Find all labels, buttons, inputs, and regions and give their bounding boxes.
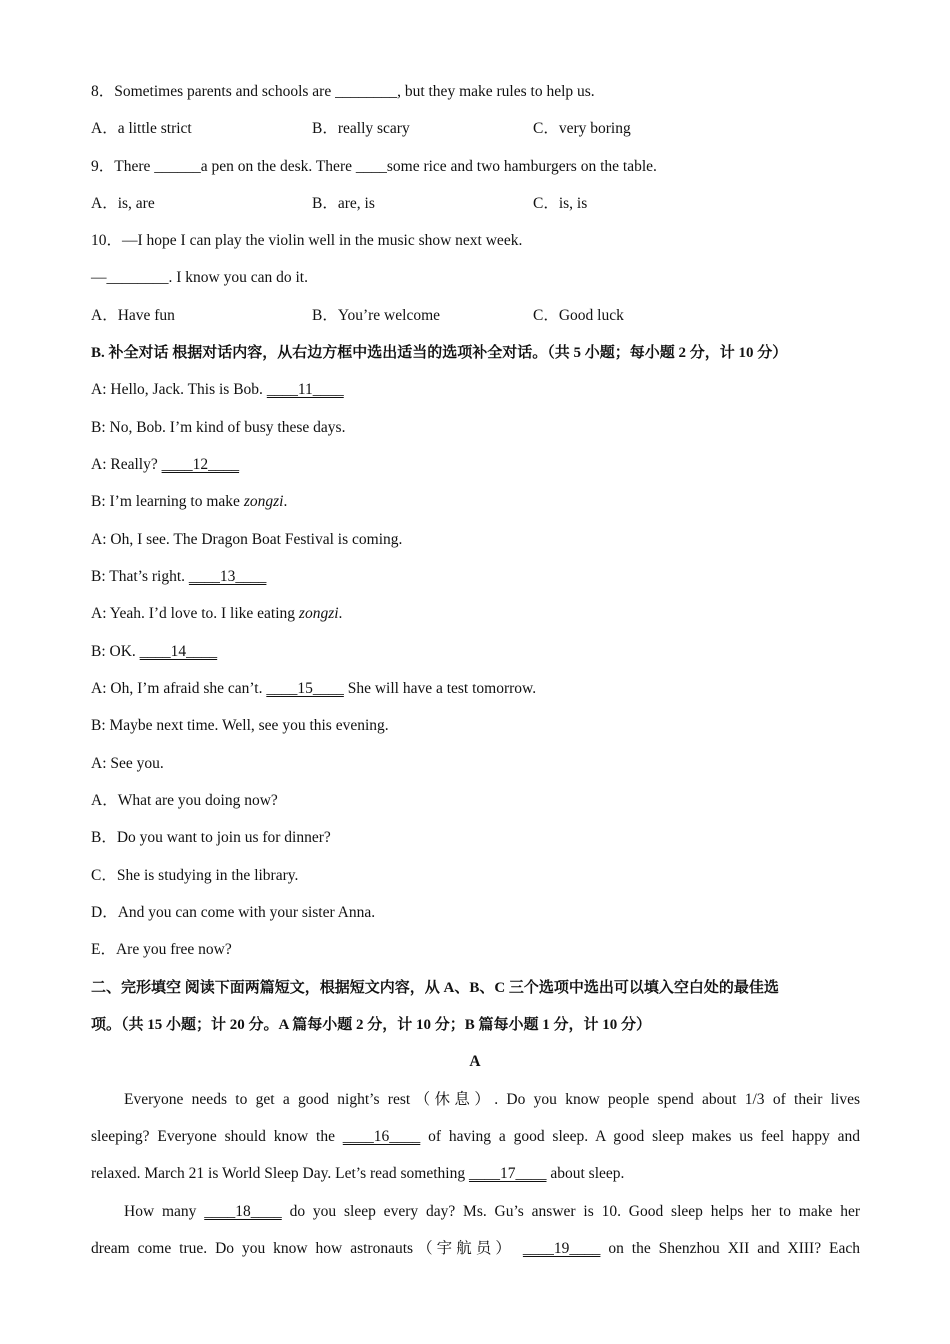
passage-p1-line-3-b: about sleep. [546,1165,625,1182]
passage-p1-line-2-b: of having a good sleep. A good sleep makes us feel happy and [420,1128,860,1145]
dialogue-line-8-text: B: OK. [91,643,140,660]
passage-p2-line-1 [124,1202,860,1222]
question-10-reply: —________. I know you can do it. [91,269,308,286]
dialogue-line-1-text: A: Hello, Jack. This is Bob. [91,381,267,398]
blank-19: ____19____ [522,1240,601,1257]
question-8-option-c: C．very boring [533,120,631,137]
choice-b: B．Do you want to join us for dinner? [91,829,331,846]
passage-p2-line-2 [91,1239,860,1259]
blank-11: ____11____ [266,381,344,398]
dialogue-line-7-italic: zongzi [298,605,339,622]
question-10-stem: 10．—I hope I can play the violin well in the music show next week. [91,232,523,249]
dialogue-line-4 [91,492,287,512]
section-2-heading-line-1: 二、完形填空 阅读下面两篇短文，根据短文内容，从 A、B、C 三个选项中选出可以填入空白处的最佳选 [91,980,779,996]
passage-p1-line-2-a: sleeping? Everyone should know the [91,1128,343,1145]
passage-title: A [469,1053,481,1070]
dialogue-line-6 [91,567,266,587]
passage-p2-line-1-a: How many [124,1203,205,1220]
passage-p1-line-1: Everyone needs to get a good night’s rest（休息）. Do you know people spend about 1/3 of their lives [124,1091,860,1108]
choice-c: C．She is studying in the library. [91,867,299,884]
choice-d: D．And you can come with your sister Anna. [91,904,376,921]
blank-16: ____16____ [342,1128,421,1145]
dialogue-line-6-text: B: That’s right. [91,568,189,585]
section-2-heading-line-2: 项。（共 15 小题；计 20 分。A 篇每小题 2 分，计 10 分；B 篇每小题 1 分，计 10 分） [91,1017,652,1033]
dialogue-line-7-text: A: Yeah. I’d love to. I like eating [91,605,299,622]
question-10-option-b: B．You’re welcome [312,307,441,324]
dialogue-line-7 [91,604,342,624]
dialogue-line-9-end: She will have a test tomorrow. [343,680,537,697]
dialogue-line-1 [91,380,344,400]
question-9-option-c: C．is, is [533,195,588,212]
dialogue-line-10: B: Maybe next time. Well, see you this evening. [91,717,389,734]
blank-13: ____13____ [188,568,267,585]
passage-p2-line-2-a: dream come true. Do you know how astronauts（宇航员） [91,1240,523,1257]
dialogue-line-7-end: . [338,605,343,622]
dialogue-line-3-text: A: Really? [91,456,162,473]
dialogue-line-11: A: See you. [91,755,164,772]
dialogue-line-5: A: Oh, I see. The Dragon Boat Festival is coming. [91,531,403,548]
passage-p1-line-2 [91,1127,860,1147]
question-8-stem: 8．Sometimes parents and schools are ________, but they make rules to help us. [91,83,595,100]
question-8-option-b: B．really scary [312,120,410,137]
passage-p2-line-2-b: on the Shenzhou XII and XIII? Each [600,1240,861,1257]
dialogue-line-3 [91,455,239,475]
question-8-option-a: A．a little strict [91,120,192,137]
question-9-option-b: B．are, is [312,195,375,212]
blank-12: ____12____ [161,456,240,473]
blank-17: ____17____ [468,1165,547,1182]
passage-p2-line-1-b: do you sleep every day? Ms. Gu’s answer is 10. Good sleep helps her to make her [281,1203,860,1220]
passage-p1-line-3-a: relaxed. March 21 is World Sleep Day. Let’s read something [91,1165,469,1182]
question-9-stem: 9．There ______a pen on the desk. There ____some rice and two hamburgers on the table. [91,158,657,175]
passage-p1-line-3 [91,1164,624,1184]
dialogue-line-8 [91,642,217,662]
blank-18: ____18____ [204,1203,282,1220]
dialogue-line-9 [91,679,536,699]
dialogue-line-4-text: B: I’m learning to make [91,493,244,510]
choice-a: A．What are you doing now? [91,792,278,809]
dialogue-line-2: B: No, Bob. I’m kind of busy these days. [91,419,346,436]
blank-14: ____14____ [139,643,218,660]
dialogue-line-4-italic: zongzi [243,493,284,510]
dialogue-line-9-text: A: Oh, I’m afraid she can’t. [91,680,267,697]
question-10-option-c: C．Good luck [533,307,624,324]
section-b-heading: B. 补全对话 根据对话内容，从右边方框中选出适当的选项补全对话。（共 5 小题；每小题 2 分，计 10 分） [91,345,788,361]
blank-15: ____15____ [266,680,344,697]
dialogue-line-4-end: . [283,493,288,510]
choice-e: E．Are you free now? [91,941,232,958]
question-10-option-a: A．Have fun [91,307,175,324]
question-9-option-a: A．is, are [91,195,155,212]
